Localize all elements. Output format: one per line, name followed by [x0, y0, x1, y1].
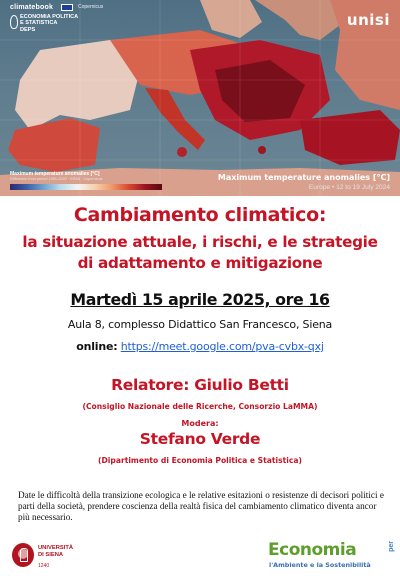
economia-per: per — [388, 541, 395, 552]
temperature-anomaly-map — [0, 0, 400, 196]
copernicus-label: Copernicus — [78, 4, 104, 10]
event-description: Date le difficoltà della transizione ecologica e le relative esitazioni o resistenze di decisori politici e parti della società, prendere coscienza della realtà fisica del cambiamento climatico diventa ancor più necessario. — [18, 490, 384, 522]
university-line-2: DI SIENA — [38, 551, 64, 558]
department-line-1: ECONOMIA POLITICA — [20, 14, 79, 20]
event-subtitle-line-1: la situazione attuale, i rischi, e le strategie — [22, 233, 378, 251]
economia-subtitle: l'Ambiente e la Sostenibilità — [269, 561, 371, 569]
event-date: Martedì 15 aprile 2025, ore 16 — [70, 290, 330, 309]
map-caption-title: Maximum temperature anomalies [°C] — [217, 173, 390, 182]
map-legend-caption — [10, 171, 103, 181]
event-title: Cambiamento climatico: — [73, 204, 327, 226]
economia-wordmark: Economia — [268, 540, 357, 560]
moderator-label: Modera: — [181, 419, 219, 428]
map-legend-subtitle: Difference from period 1991-2020 · ERA5 · Copernicus — [10, 177, 103, 181]
online-label: online: — [76, 340, 118, 353]
map-caption-subtitle: Europe • 12 to 19 July 2024 — [308, 184, 390, 191]
university-line-1: UNIVERSITÀ — [38, 545, 74, 551]
climatebook-brand: climatebook — [10, 4, 54, 11]
meet-link[interactable]: https://meet.google.com/pva-cvbx-qxj — [120, 340, 324, 353]
department-name — [20, 14, 140, 33]
economia-sostenibilita-logo — [268, 540, 395, 572]
event-subtitle-line-2: di adattamento e mitigazione — [77, 254, 323, 272]
eu-flag-icon — [61, 4, 73, 11]
university-year: 1240 — [38, 563, 50, 569]
department-line-2: E STATISTICA — [20, 20, 58, 27]
event-subtitle — [0, 232, 400, 274]
map-legend-title: Maximum temperature anomalies [°C] — [10, 171, 100, 177]
unisi-seal-icon — [10, 15, 18, 29]
map-caption — [218, 173, 390, 191]
moderator-name: Stefano Verde — [139, 430, 261, 448]
speaker-name: Relatore: Giulio Betti — [111, 376, 289, 394]
moderator-affiliation: (Dipartimento di Economia Politica e Statistica) — [98, 456, 302, 465]
speaker-affiliation: (Consiglio Nazionale delle Ricerche, Consorzio LaMMA) — [82, 402, 318, 411]
university-name — [38, 545, 73, 558]
temperature-color-scale — [10, 184, 162, 190]
climatebook-deps-logo — [8, 4, 144, 36]
university-emblem-icon — [12, 543, 34, 567]
unisi-wordmark: unisi — [346, 11, 390, 29]
department-line-3: DEPS — [20, 26, 36, 33]
event-location: Aula 8, complesso Didattico San Francesco, Siena — [67, 318, 333, 331]
event-online — [0, 340, 400, 353]
university-siena-logo — [12, 543, 92, 571]
